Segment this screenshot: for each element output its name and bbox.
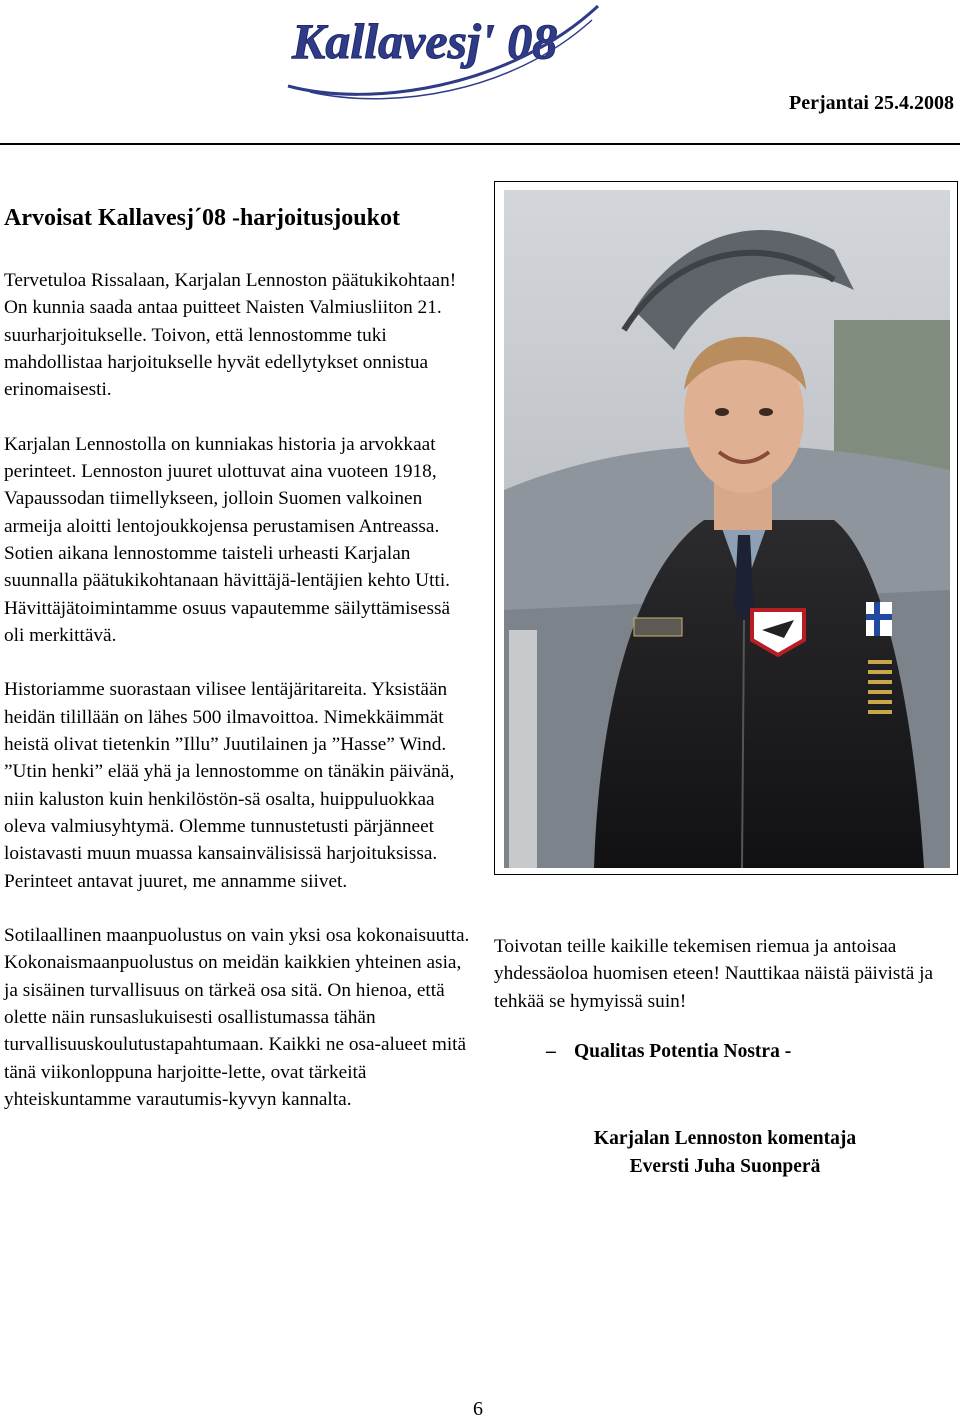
- signature: [494, 1125, 956, 1180]
- closing-text: [494, 933, 956, 1015]
- signature-name: Eversti Juha Suonperä: [629, 1155, 821, 1177]
- commander-photo-image: [504, 190, 950, 868]
- signature-title: Karjalan Lennoston komentaja: [593, 1128, 857, 1149]
- issue-date: Perjantai 25.4.2008: [789, 92, 954, 114]
- motto-dash: –: [546, 1041, 556, 1062]
- page-number: 6: [473, 1398, 483, 1420]
- article-heading: Arvoisat Kallavesj´08 -harjoitusjoukot: [4, 205, 400, 231]
- paragraph-history: Karjalan Lennostolla on kunniakas historia ja arvokkaat perinteet. Lennoston juuret ulottuvat aina vuoteen 1918, Vapaussodan tiimellykseen, jolloin Suomen valkoinen armeija aloitti lentojoukkojensa perustamisen Antreassa. Sotien aikana lennostomme taisteli urheasti Karjalan suunnalla päätukikohtanaan hävittäjä-lentäjien kehto Utti. Hävittäjätoimintamme osuus vapautemme säilyttämisessä oli merkittävä.: [4, 433, 451, 646]
- logo-graphic: [280, 0, 610, 116]
- article-body: [4, 267, 474, 1113]
- commander-photo-frame: [494, 181, 958, 875]
- closing-paragraph: Toivotan teille kaikille tekemisen riemua ja antoisaa yhdessäoloa huomisen eteen! Nauttikaa näistä päivistä ja tehkää se hymyissä suin!: [494, 936, 934, 1012]
- kallavesj-logo: [280, 0, 610, 116]
- paragraph-welcome: Tervetuloa Rissalaan, Karjalan Lennoston päätukikohtaan! On kunnia saada antaa puitteet Naisten Valmiusliiton 21. suurharjoitukselle. Toivon, että lennostomme tuki mahdollistaa harjoitukselle hyvät edellytykset onnistua erinomaisesti.: [4, 270, 457, 401]
- logo-text: Kallavesj' 08: [292, 13, 558, 69]
- commander-photo: [504, 190, 950, 868]
- paragraph-aces: Historiamme suorastaan vilisee lentäjäritareita. Yksistään heidän tilillään on lähes 500 ilmavoittoa. Nimekkäimmät heistä olivat tietenkin ”Illu” Juutilainen ja ”Hasse” Wind. ”Utin henki” elää yhä ja lennostomme on tänäkin päivänä, niin kaluston kuin henkilöstön-sä osalta, huippuluokkaa oleva valmiusyhtymä. Olemme tunnustetusti pärjänneet loistavasti muun muassa kansainvälisissä harjoituksissa. Perinteet antavat juuret, me annamme siivet.: [4, 679, 455, 892]
- header-divider: [0, 143, 960, 145]
- motto-text: Qualitas Potentia Nostra -: [574, 1041, 792, 1062]
- motto: [546, 1041, 792, 1063]
- paragraph-defence: Sotilaallinen maanpuolustus on vain yksi osa kokonaisuutta. Kokonaismaanpuolustus on meidän kaikkien yhteinen asia, ja sisäinen turvallisuus on tärkeä osa sitä. On hienoa, että olette näin runsaslukuisesti osallistumassa tähän turvallisuuskoulutustapahtumaan. Kaikki ne osa-alueet mitä tänä viikonloppuna harjoitte-lette, ovat tärkeitä yhteiskuntamme varautumis-kyvyn kannalta.: [4, 925, 470, 1110]
